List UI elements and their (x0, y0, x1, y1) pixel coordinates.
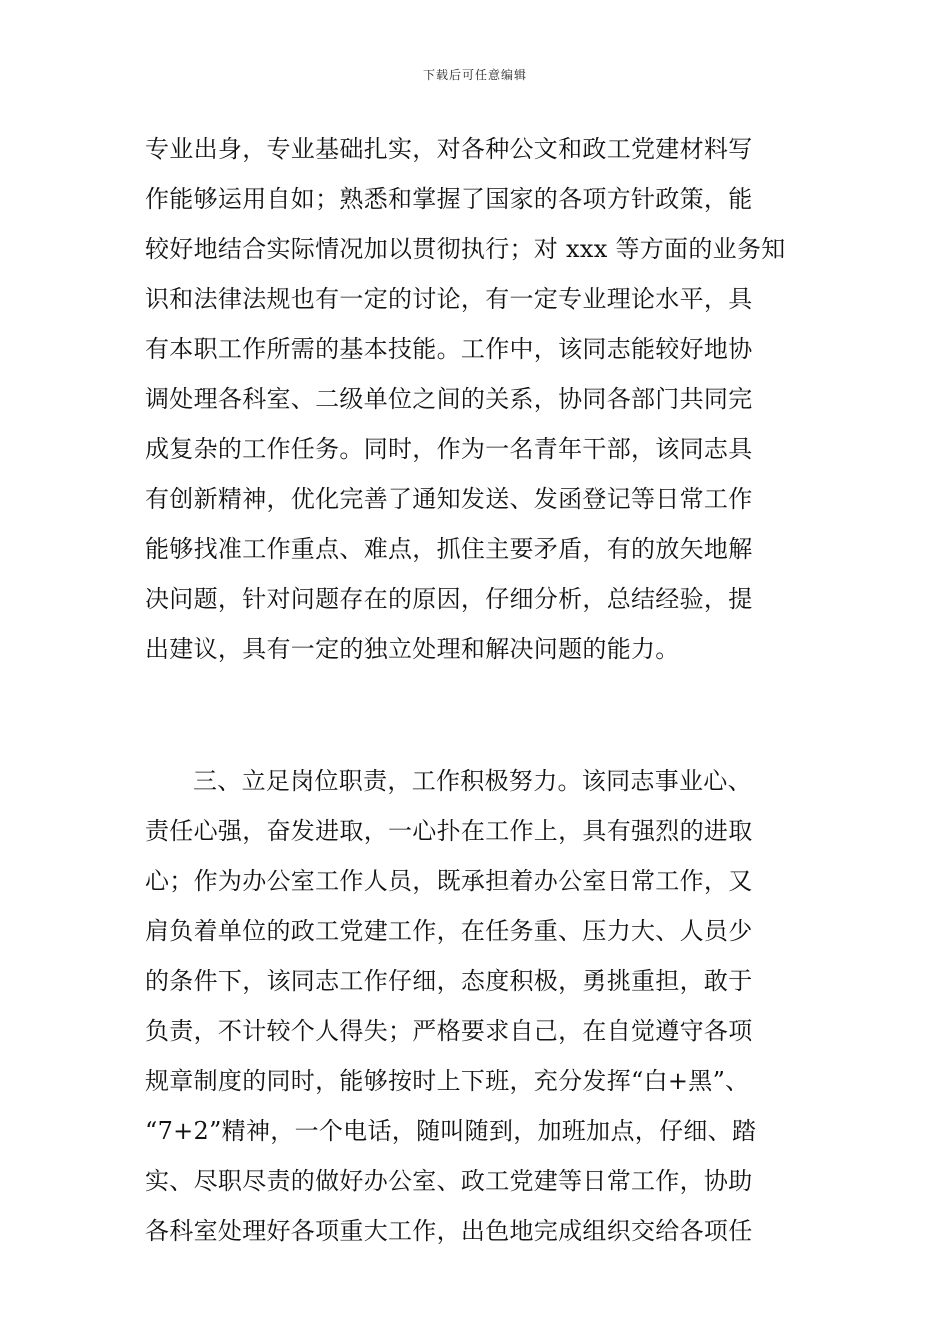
text-line: 三、立足岗位职责，工作积极努力。该同志事业心、 (193, 767, 752, 795)
text-line: 成复杂的工作任务。同时，作为一名青年干部，该同志具 (145, 435, 753, 463)
text-line: 专业出身，专业基础扎实，对各种公文和政工党建材料写 (145, 135, 753, 163)
text-line: 各科室处理好各项重大工作，出色地完成组织交给各项任 (145, 1217, 753, 1245)
text-line: 调处理各科室、二级单位之间的关系，协同各部门共同完 (145, 385, 753, 413)
text-line: 有创新精神，优化完善了通知发送、发函登记等日常工作 (145, 485, 753, 513)
text-line: 心；作为办公室工作人员，既承担着办公室日常工作，又 (145, 867, 753, 895)
paragraph-spacer (145, 674, 810, 756)
text-line: 决问题，针对问题存在的原因，仔细分析，总结经验，提 (145, 585, 753, 613)
text-line: 负责，不计较个人得失；严格要求自己，在自觉遵守各项 (145, 1017, 753, 1045)
paragraph-1 (145, 124, 810, 674)
page-header-note: 下载后可任意编辑 (422, 68, 527, 82)
text-line: 较好地结合实际情况加以贯彻执行；对 xxx 等方面的业务知 (145, 235, 786, 263)
paragraph-2 (145, 756, 810, 1256)
text-line: 作能够运用自如；熟悉和掌握了国家的各项方针政策，能 (145, 185, 753, 213)
document-body (145, 124, 810, 1256)
text-line: 出建议，具有一定的独立处理和解决问题的能力。 (145, 635, 680, 663)
text-line: 责任心强，奋发进取，一心扑在工作上，具有强烈的进取 (145, 817, 753, 845)
text-line: 能够找准工作重点、难点，抓住主要矛盾，有的放矢地解 (145, 535, 753, 563)
text-line: 肩负着单位的政工党建工作，在任务重、压力大、人员少 (145, 917, 753, 945)
text-line: 规章制度的同时，能够按时上下班，充分发挥“白+黑”、 (145, 1067, 750, 1095)
text-line: “7+2”精神，一个电话，随叫随到，加班加点，仔细、踏 (145, 1117, 757, 1145)
text-line: 的条件下，该同志工作仔细，态度积极，勇挑重担，敢于 (145, 967, 753, 995)
text-line: 有本职工作所需的基本技能。工作中，该同志能较好地协 (145, 335, 753, 363)
text-line: 识和法律法规也有一定的讨论，有一定专业理论水平，具 (145, 285, 753, 313)
text-line: 实、尽职尽责的做好办公室、政工党建等日常工作，协助 (145, 1167, 753, 1195)
